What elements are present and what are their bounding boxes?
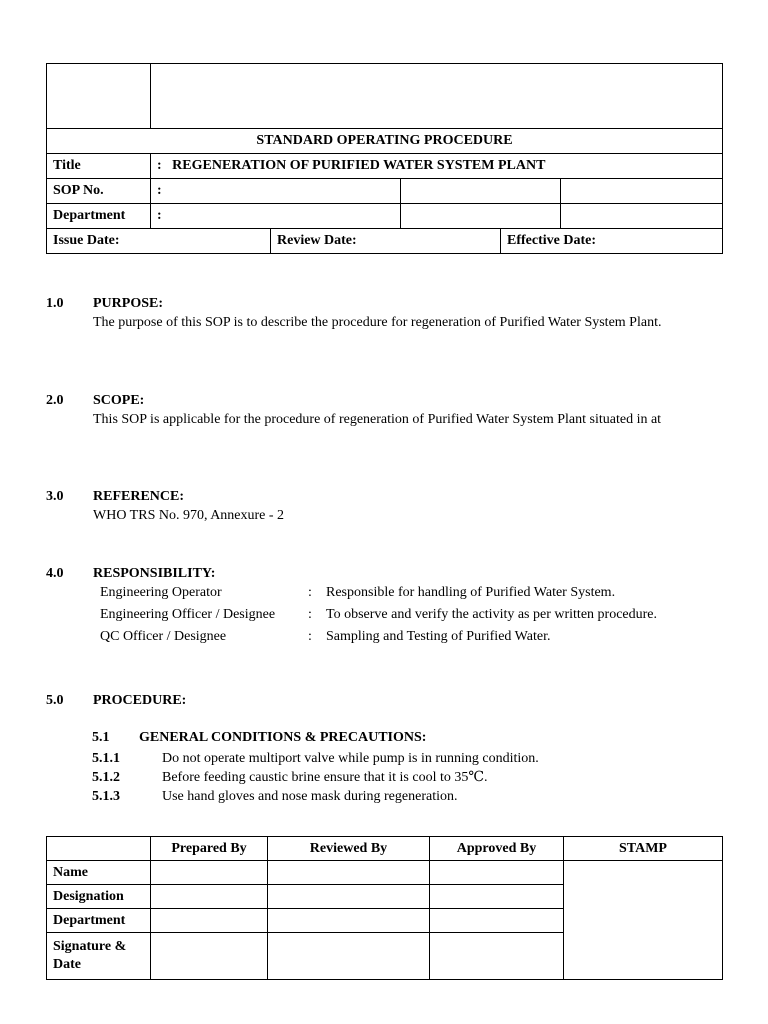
procedure-item-number: 5.1.2 <box>92 770 120 785</box>
doc-type-title: STANDARD OPERATING PROCEDURE <box>47 129 723 154</box>
issue-date-label: Issue Date: <box>47 229 271 254</box>
col-stamp: STAMP <box>564 837 723 861</box>
procedure-item-number: 5.1.3 <box>92 789 120 804</box>
row-designation-label: Designation <box>47 885 151 909</box>
section-heading: PROCEDURE: <box>93 693 187 708</box>
section-text: The purpose of this SOP is to describe the procedure for regeneration of Purified Water System Plant. <box>93 315 662 330</box>
procedure-item-number: 5.1.1 <box>92 751 120 766</box>
responsibility-colon: : <box>308 607 312 622</box>
responsibility-desc: Responsible for handling of Purified Water System. <box>326 585 616 600</box>
responsibility-role: Engineering Officer / Designee <box>100 607 276 622</box>
col-approved-by: Approved By <box>430 837 564 861</box>
signoff-cell <box>151 861 268 885</box>
signoff-cell <box>268 909 430 933</box>
responsibility-desc: Sampling and Testing of Purified Water. <box>326 629 551 644</box>
subsection-number: 5.1 <box>92 730 110 745</box>
col-reviewed-by: Reviewed By <box>268 837 430 861</box>
section-responsibility <box>46 564 722 654</box>
effective-date-label: Effective Date: <box>501 229 723 254</box>
procedure-item-text: Before feeding caustic brine ensure that it is cool to 35℃. <box>162 770 488 785</box>
section-heading: REFERENCE: <box>93 489 185 504</box>
section-text: This SOP is applicable for the procedure of regeneration of Purified Water System Plant situated in at <box>93 412 662 427</box>
signoff-corner <box>47 837 151 861</box>
title-label: Title <box>47 154 151 179</box>
stamp-area <box>564 861 723 980</box>
responsibility-row <box>100 626 730 648</box>
sop-no-label: SOP No. <box>47 179 151 204</box>
signoff-cell <box>268 885 430 909</box>
department-extra-2 <box>561 204 723 229</box>
responsibility-desc: To observe and verify the activity as per written procedure. <box>326 607 658 622</box>
signoff-cell <box>430 933 564 980</box>
section-text: WHO TRS No. 970, Annexure - 2 <box>93 508 285 523</box>
sop-no-extra-2 <box>561 179 723 204</box>
section-heading: SCOPE: <box>93 393 145 408</box>
section-heading: RESPONSIBILITY: <box>93 566 216 581</box>
logo-cell <box>47 64 151 129</box>
signoff-cell <box>430 861 564 885</box>
title-colon: : <box>157 158 162 173</box>
sop-no-value: : <box>151 179 401 204</box>
subsection-heading: GENERAL CONDITIONS & PRECAUTIONS: <box>139 730 427 745</box>
signoff-cell <box>268 933 430 980</box>
section-number: 1.0 <box>46 296 64 311</box>
section-number: 3.0 <box>46 489 64 504</box>
col-prepared-by: Prepared By <box>151 837 268 861</box>
procedure-item-text: Do not operate multiport valve while pump is in running condition. <box>162 751 539 766</box>
row-signature-label: Signature & Date <box>47 933 151 980</box>
signoff-table <box>46 836 723 980</box>
title-value: REGENERATION OF PURIFIED WATER SYSTEM PLANT <box>172 158 546 173</box>
section-number: 4.0 <box>46 566 64 581</box>
signoff-cell <box>151 933 268 980</box>
responsibility-role: QC Officer / Designee <box>100 629 227 644</box>
responsibility-row <box>100 582 730 604</box>
company-cell <box>151 64 723 129</box>
signoff-cell <box>151 909 268 933</box>
responsibility-role: Engineering Operator <box>100 585 222 600</box>
signoff-cell <box>268 861 430 885</box>
section-number: 5.0 <box>46 693 64 708</box>
row-department-label: Department <box>47 909 151 933</box>
section-heading: PURPOSE: <box>93 296 163 311</box>
responsibility-colon: : <box>308 585 312 600</box>
signoff-cell <box>151 885 268 909</box>
sop-no-extra-1 <box>401 179 561 204</box>
review-date-label: Review Date: <box>271 229 501 254</box>
row-name-label: Name <box>47 861 151 885</box>
responsibility-row <box>100 604 730 626</box>
signoff-cell <box>430 885 564 909</box>
section-number: 2.0 <box>46 393 64 408</box>
sop-header-table <box>46 63 723 254</box>
department-value: : <box>151 204 401 229</box>
department-label: Department <box>47 204 151 229</box>
title-value-cell <box>151 154 723 179</box>
department-extra-1 <box>401 204 561 229</box>
signoff-cell <box>430 909 564 933</box>
procedure-item-text: Use hand gloves and nose mask during regeneration. <box>162 789 458 804</box>
responsibility-colon: : <box>308 629 312 644</box>
